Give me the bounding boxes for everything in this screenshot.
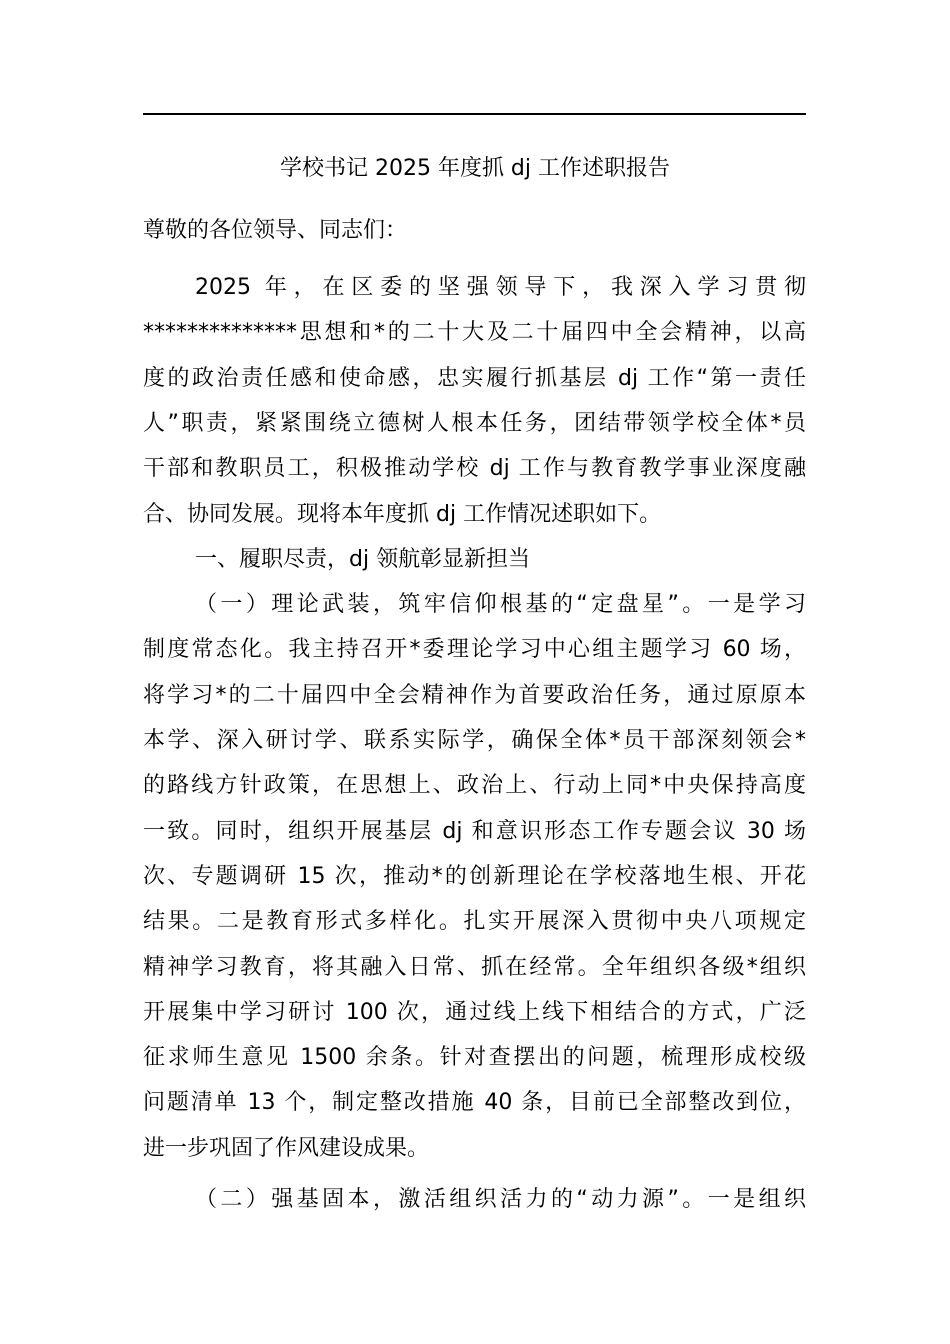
- body-line: （一）理论武装，筑牢信仰根基的“定盘星”。一是学习: [195, 592, 806, 617]
- body-line: 人”职责，紧紧围绕立德树人根本任务，团结带领学校全体*员: [143, 411, 806, 436]
- body-line: 度的政治责任感和使命感，忠实履行抓基层 dj 工作“第一责任: [143, 366, 806, 391]
- body-line: 干部和教职员工，积极推动学校 dj 工作与教育教学事业深度融: [143, 456, 806, 481]
- body-line: **************思想和*的二十大及二十届四中全会精神，以高: [143, 320, 806, 345]
- body-line: 一、履职尽责，dj 领航彰显新担当: [195, 547, 531, 572]
- body-line: 将学习*的二十届四中全会精神作为首要政治任务，通过原原本: [143, 683, 806, 708]
- salutation: 尊敬的各位领导、同志们：: [143, 218, 408, 243]
- body-line: 合、协同发展。现将本年度抓 dj 工作情况述职如下。: [143, 502, 662, 527]
- body-line: 开展集中学习研讨 100 次，通过线上线下相结合的方式，广泛: [143, 1000, 806, 1025]
- body-line: 一致。同时，组织开展基层 dj 和意识形态工作专题会议 30 场: [143, 819, 806, 844]
- body-line: 的路线方针政策，在思想上、政治上、行动上同*中央保持高度: [143, 773, 806, 798]
- body-line: （二）强基固本，激活组织活力的“动力源”。一是组织: [195, 1187, 806, 1212]
- body-line: 问题清单 13 个，制定整改措施 40 条，目前已全部整改到位，: [143, 1090, 806, 1115]
- body-line: 2025 年，在区委的坚强领导下，我深入学习贯彻: [195, 275, 806, 300]
- body-line: 本学、深入研讨学、联系实际学，确保全体*员干部深刻领会*: [143, 728, 806, 753]
- body-line: 征求师生意见 1500 余条。针对查摆出的问题，梳理形成校级: [143, 1045, 806, 1070]
- body-line: 次、专题调研 15 次，推动*的创新理论在学校落地生根、开花: [143, 864, 806, 889]
- body-line: 进一步巩固了作风建设成果。: [143, 1136, 430, 1161]
- body-line: 结果。二是教育形式多样化。扎实开展深入贯彻中央八项规定: [143, 909, 806, 934]
- header-rule: [143, 113, 806, 115]
- body-line: 制度常态化。我主持召开*委理论学习中心组主题学习 60 场，: [143, 637, 806, 662]
- body-line: 精神学习教育，将其融入日常、抓在经常。全年组织各级*组织: [143, 955, 806, 980]
- document-title: 学校书记 2025 年度抓 dj 工作述职报告: [279, 156, 671, 181]
